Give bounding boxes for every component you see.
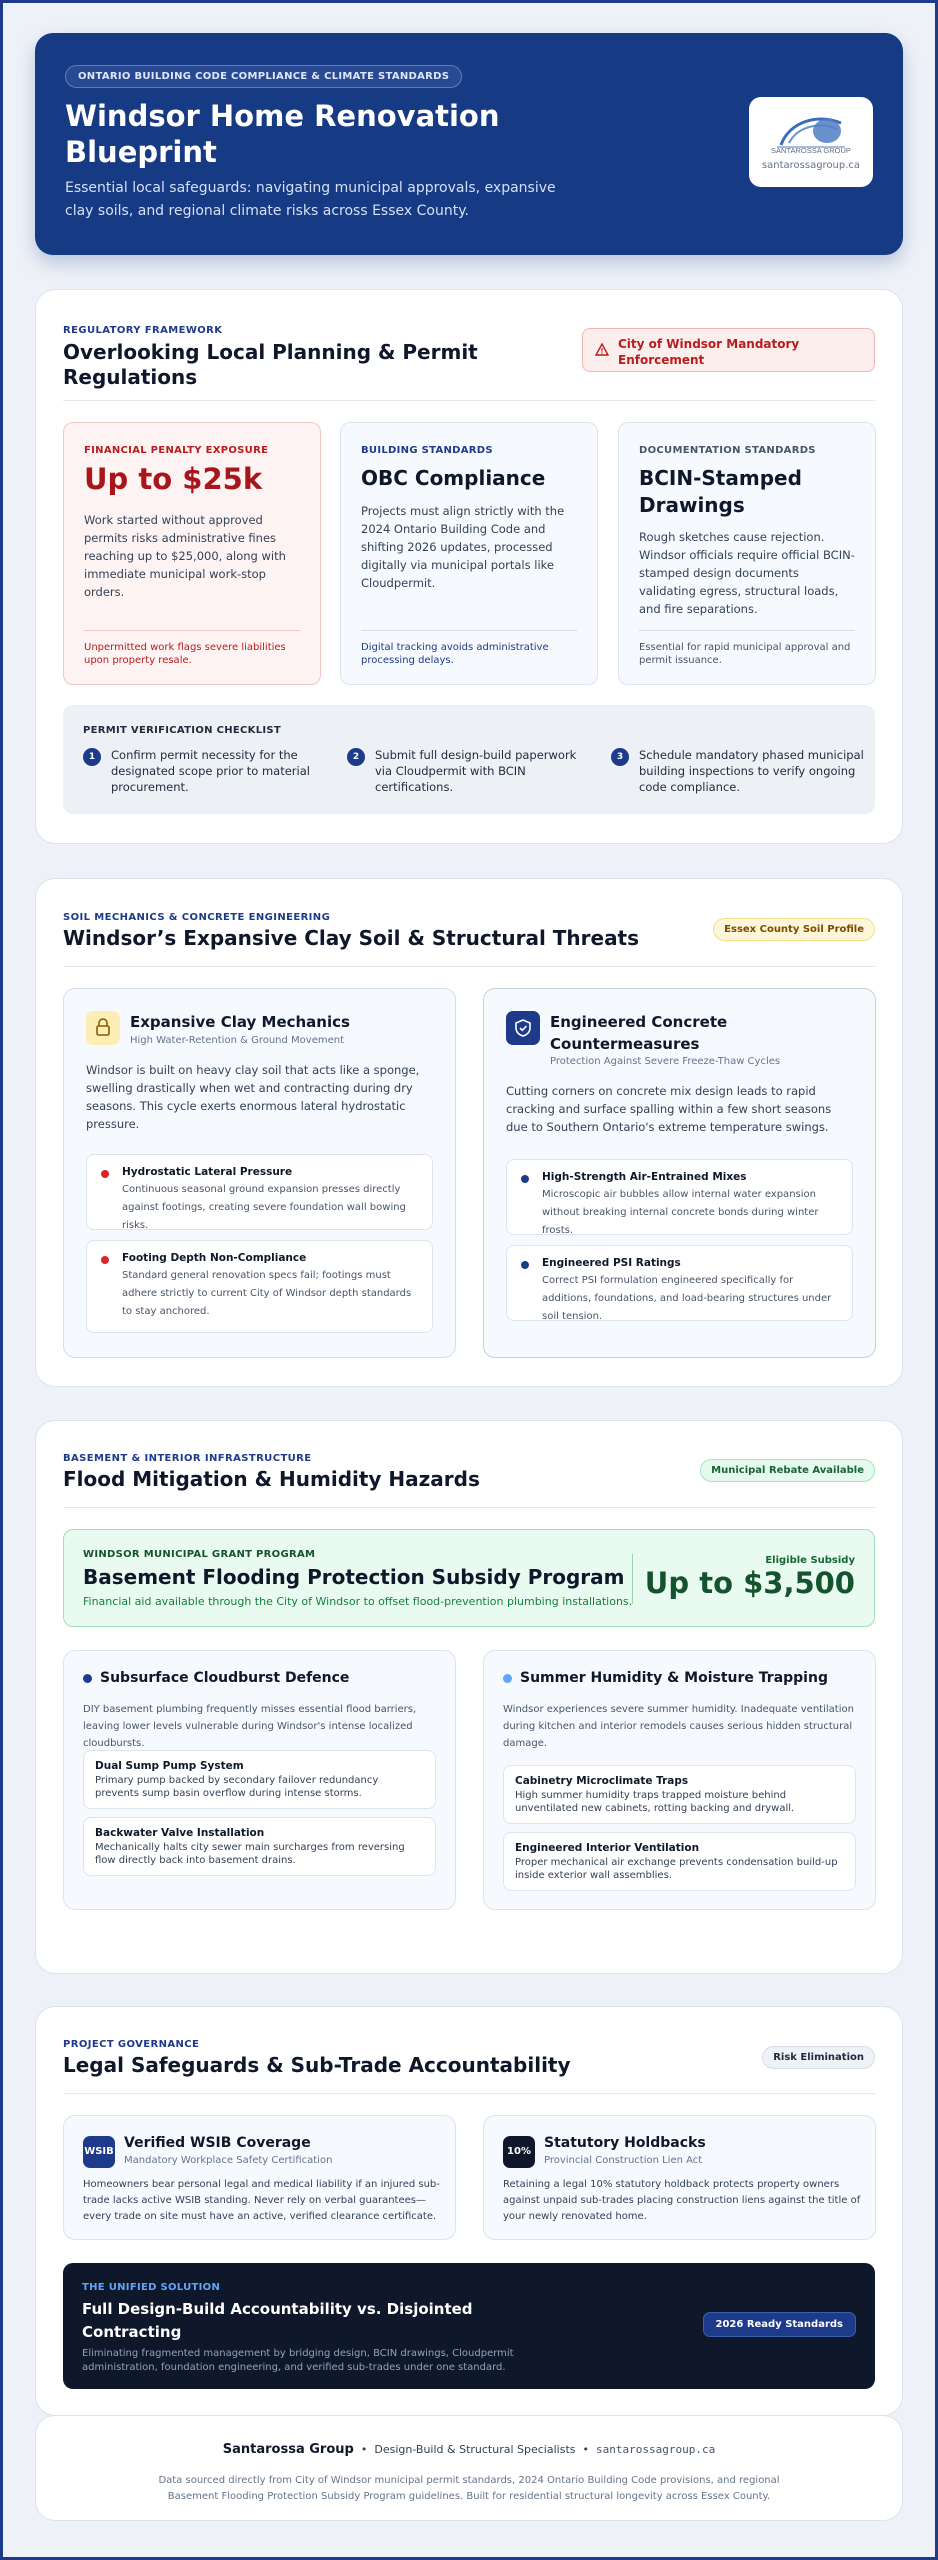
solution-item-body: Microscopic air bubbles allow internal water expansion without breaking internal concrete bonds during winter frosts.	[542, 1189, 819, 1236]
obc-card	[340, 422, 598, 685]
footer-tagline: Design-Build & Structural Specialists	[374, 2443, 576, 2456]
step-text: Submit full design-build paperwork via Cloudpermit with BCIN certifications.	[375, 748, 577, 794]
section-title: Legal Safeguards & Sub-Trade Accountability	[63, 2053, 571, 2077]
defence-item-title: Backwater Valve Installation	[95, 1827, 265, 1839]
soil-section	[35, 878, 903, 1387]
clay-icon-box	[86, 1011, 120, 1045]
section-eyebrow: PROJECT GOVERNANCE	[63, 2039, 200, 2050]
card-body: DIY basement plumbing frequently misses essential flood barriers, leaving lower levels vulnerable during Windsor's intense localized cloudbursts.	[83, 1704, 417, 1749]
divider	[63, 400, 875, 401]
footer-line	[36, 2442, 902, 2457]
ready-standards-button[interactable]: 2026 Ready Standards	[703, 2312, 857, 2337]
card-body: Windsor is built on heavy clay soil that acts like a sponge, swelling drastically when wet and contracting during dry seasons. This cycle exerts enormous lateral hydrostatic pressure.	[86, 1063, 420, 1131]
humidity-item-body: High summer humidity traps trapped moisture behind unventilated new cabinets, rotting backing and drywall.	[515, 1790, 795, 1814]
card-subtitle: Provincial Construction Lien Act	[544, 2155, 703, 2166]
divider	[632, 1554, 633, 1604]
section-title: Windsor’s Expansive Clay Soil & Structural Threats	[63, 926, 640, 950]
card-body: Homeowners bear personal legal and medical liability if an injured sub-trade lacks active WSIB standing. Never rely on verbal guarantees—every trade on site must have an active, verified clearance certificate.	[83, 2179, 440, 2222]
bullet-dot	[503, 1674, 512, 1683]
regulatory-section	[35, 289, 903, 844]
holdback-badge: 10%	[503, 2136, 535, 2168]
card-body: Windsor experiences severe summer humidity. Inadequate ventilation during kitchen and interior remodels causes serious hidden structural damage.	[503, 1704, 854, 1749]
card-subtitle: High Water-Retention & Ground Movement	[130, 1035, 344, 1046]
card-title-text: Summer Humidity & Moisture Trapping	[520, 1670, 828, 1686]
section-eyebrow: SOIL MECHANICS & CONCRETE ENGINEERING	[63, 912, 331, 923]
footer-separator: •	[582, 2443, 589, 2456]
card-body: Retaining a legal 10% statutory holdback protects property owners against unpaid sub-trades placing construction liens against the title of your newly renovated home.	[503, 2179, 861, 2222]
shield-icon	[506, 1011, 540, 1045]
permit-checklist	[63, 705, 875, 814]
logo-mark	[763, 109, 859, 155]
solution-item-body: Correct PSI formulation engineered specifically for additions, foundations, and load-bearing structures under soil tension.	[542, 1275, 832, 1322]
card-title: Statutory Holdbacks	[544, 2135, 706, 2151]
step-number: 2	[347, 748, 365, 766]
subsidy-banner	[63, 1529, 875, 1627]
solution-item-title: High-Strength Air-Entrained Mixes	[542, 1171, 747, 1183]
step-number: 1	[83, 748, 101, 766]
checklist-step	[347, 747, 597, 795]
enforcement-alert	[582, 328, 875, 372]
section-eyebrow: BASEMENT & INTERIOR INFRASTRUCTURE	[63, 1453, 312, 1464]
shield-icon-box	[506, 1011, 540, 1045]
risk-item-title: Hydrostatic Lateral Pressure	[122, 1166, 293, 1178]
subsidy-amount: Up to $3,500	[644, 1566, 855, 1600]
risk-item	[86, 1240, 433, 1333]
wsib-card	[63, 2115, 456, 2240]
card-title	[83, 1670, 349, 1686]
bullet-dot	[101, 1170, 109, 1178]
clay-mechanics-card	[63, 988, 456, 1358]
card-headline: OBC Compliance	[361, 466, 546, 490]
solution-item-title: Engineered PSI Ratings	[542, 1257, 681, 1269]
bullet-dot	[521, 1261, 529, 1269]
rebate-tag: Municipal Rebate Available	[700, 1459, 875, 1482]
concrete-card	[483, 988, 876, 1358]
card-body: Cutting corners on concrete mix design leads to rapid cracking and surface spalling within a few short seasons due to Southern Ontario's extreme temperature swings.	[506, 1084, 832, 1134]
step-text: Confirm permit necessity for the designated scope prior to material procurement.	[111, 748, 310, 794]
card-headline: BCIN-Stamped Drawings	[639, 466, 802, 517]
humidity-item	[503, 1832, 856, 1891]
card-headline: Up to $25k	[84, 462, 263, 496]
checklist-title: PERMIT VERIFICATION CHECKLIST	[83, 725, 282, 736]
enforcement-alert-text: City of Windsor Mandatory Enforcement	[618, 337, 800, 367]
humidity-card	[483, 1650, 876, 1910]
card-title	[503, 1670, 828, 1686]
card-subtitle: Mandatory Workplace Safety Certification	[124, 2155, 333, 2166]
step-number: 3	[611, 748, 629, 766]
legal-section	[35, 2006, 903, 2416]
banner-kicker: THE UNIFIED SOLUTION	[82, 2282, 221, 2293]
hero-subtitle: Essential local safeguards: navigating municipal approvals, expansive clay soils, and regional climate risks across Essex County.	[65, 180, 556, 219]
page-footer	[35, 2415, 903, 2521]
footer-url[interactable]: santarossagroup.ca	[596, 2443, 716, 2456]
logo-wordmark: SANTAROSSA GROUP	[771, 146, 851, 155]
footer-note: Data sourced directly from City of Windsor municipal permit standards, 2024 Ontario Building Code provisions, and regional Basement Flooding Protection Subsidy Program guidelines. Built for residential structural longevity across Essex County.	[158, 2475, 780, 2502]
card-kicker: FINANCIAL PENALTY EXPOSURE	[84, 445, 269, 456]
card-body: Projects must align strictly with the 2024 Ontario Building Code and shifting 2026 updates, processed digitally via municipal portals like Cloudpermit.	[361, 504, 565, 590]
divider	[63, 1507, 875, 1508]
risk-item-body: Standard general renovation specs fail; footings must adhere strictly to current City of Windsor depth standards to stay anchored.	[122, 1270, 412, 1317]
defence-item-body: Primary pump backed by secondary failover redundancy prevents sump basin overflow during intense storms.	[95, 1775, 379, 1799]
footer-separator: •	[360, 2443, 368, 2456]
divider	[63, 966, 875, 967]
bullet-dot	[521, 1175, 529, 1183]
hero-banner	[35, 33, 903, 255]
card-kicker: DOCUMENTATION STANDARDS	[639, 445, 816, 456]
card-title: Expansive Clay Mechanics	[130, 1013, 350, 1031]
penalty-card	[63, 422, 321, 685]
risk-item-body: Continuous seasonal ground expansion presses directly against footings, creating severe foundation wall bowing risks.	[122, 1184, 406, 1231]
card-body: Work started without approved permits risks administrative fines reaching up to $25,000, along with immediate municipal work-stop orders.	[84, 513, 286, 599]
humidity-item	[503, 1765, 856, 1824]
checklist-step	[83, 747, 333, 795]
subsidy-kicker: WINDSOR MUNICIPAL GRANT PROGRAM	[83, 1549, 316, 1560]
eligible-label: Eligible Subsidy	[765, 1555, 855, 1566]
banner-description: Eliminating fragmented management by bridging design, BCIN drawings, Cloudpermit administration, foundation engineering, and verified sub-trades under one standard.	[82, 2348, 514, 2373]
flood-section	[35, 1420, 903, 1974]
defence-item	[83, 1750, 436, 1809]
banner-title: Full Design-Build Accountability vs. Disjointed Contracting	[82, 2300, 473, 2341]
bullet-dot	[83, 1674, 92, 1683]
company-logo[interactable]	[749, 97, 873, 187]
warning-icon	[595, 343, 609, 356]
page-content	[35, 33, 903, 2502]
logo-url[interactable]: santarossagroup.ca	[761, 160, 861, 171]
card-title-text: Subsurface Cloudburst Defence	[100, 1670, 350, 1686]
section-title: Flood Mitigation & Humidity Hazards	[63, 1467, 480, 1491]
step-text: Schedule mandatory phased municipal building inspections to verify ongoing code compliance.	[639, 748, 864, 794]
humidity-item-title: Engineered Interior Ventilation	[515, 1842, 700, 1854]
defence-item	[83, 1817, 436, 1876]
lock-icon	[86, 1011, 120, 1045]
risk-item	[86, 1154, 433, 1230]
solution-item	[506, 1159, 853, 1235]
divider	[63, 2093, 875, 2094]
risk-item-title: Footing Depth Non-Compliance	[122, 1252, 307, 1264]
holdback-card	[483, 2115, 876, 2240]
card-subtitle: Protection Against Severe Freeze-Thaw Cycles	[550, 1056, 781, 1067]
card-body: Rough sketches cause rejection. Windsor officials require official BCIN-stamped design documents validating egress, structural loads, and fire separations.	[639, 530, 855, 616]
card-footnote: Essential for rapid municipal approval and permit issuance.	[639, 630, 855, 667]
bullet-dot	[101, 1256, 109, 1264]
card-footnote: Unpermitted work flags severe liabilities upon property resale.	[84, 630, 300, 667]
hero-pill: ONTARIO BUILDING CODE COMPLIANCE & CLIMATE STANDARDS	[65, 65, 462, 88]
defence-item-title: Dual Sump Pump System	[95, 1760, 244, 1772]
card-footnote: Digital tracking avoids administrative processing delays.	[361, 630, 577, 667]
humidity-item-body: Proper mechanical air exchange prevents condensation build-up inside exterior wall assemblies.	[515, 1857, 838, 1881]
defence-item-body: Mechanically halts city sewer main surcharges from reversing flow directly back into basement drains.	[95, 1842, 405, 1866]
risk-tag: Risk Elimination	[762, 2046, 875, 2069]
humidity-item-title: Cabinetry Microclimate Traps	[515, 1775, 689, 1787]
solution-item	[506, 1245, 853, 1321]
unified-solution-banner	[63, 2263, 875, 2389]
section-eyebrow: REGULATORY FRAMEWORK	[63, 325, 223, 336]
footer-brand: Santarossa Group	[222, 2442, 354, 2457]
page-title: Windsor Home Renovation Blueprint	[65, 99, 500, 169]
wsib-badge: WSIB	[83, 2136, 115, 2168]
checklist-step	[611, 747, 873, 795]
bcin-card	[618, 422, 876, 685]
card-kicker: BUILDING STANDARDS	[361, 445, 493, 456]
card-title: Engineered Concrete Countermeasures	[550, 1013, 728, 1053]
subsidy-description: Financial aid available through the City of Windsor to offset flood-prevention plumbing installations.	[83, 1595, 633, 1608]
soil-profile-tag: Essex County Soil Profile	[713, 918, 875, 941]
section-title: Overlooking Local Planning & Permit Regulations	[63, 340, 478, 389]
card-title: Verified WSIB Coverage	[124, 2135, 311, 2151]
cloudburst-card	[63, 1650, 456, 1910]
subsidy-title: Basement Flooding Protection Subsidy Program	[83, 1565, 625, 1589]
